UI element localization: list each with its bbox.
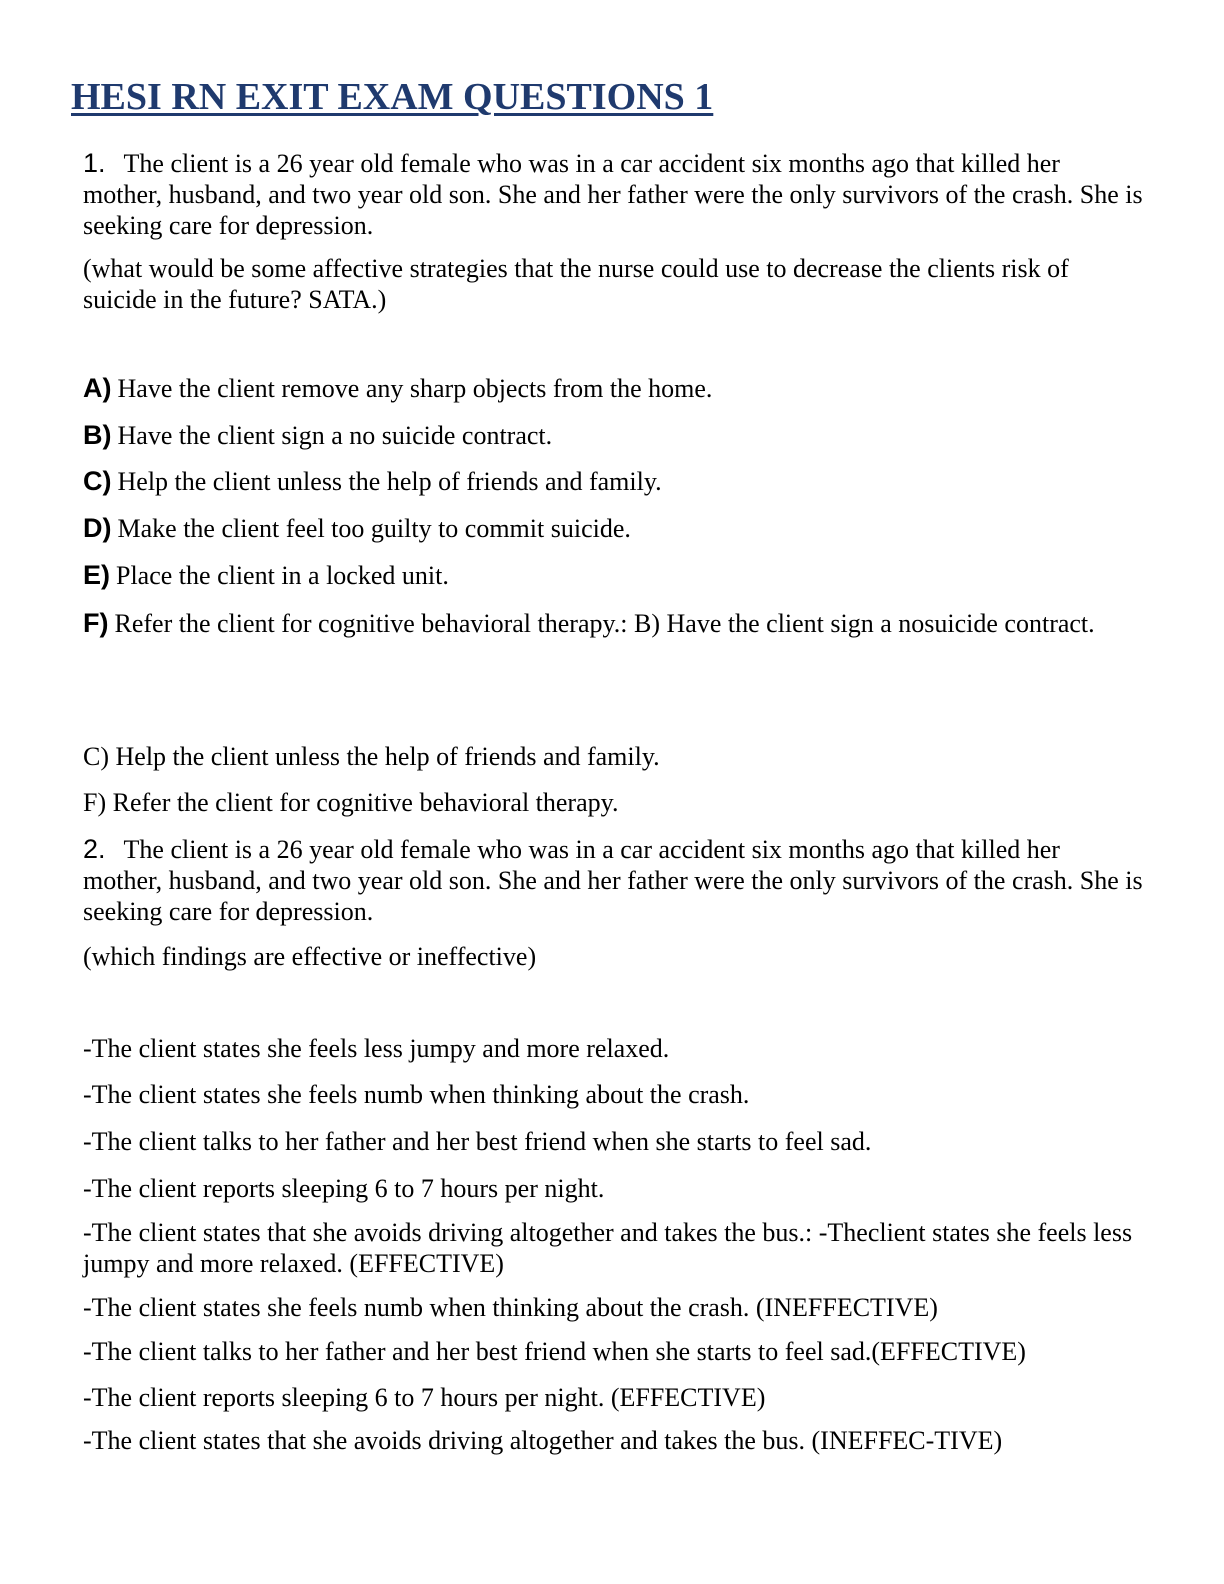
question-1-prompt: (what would be some affective strategies that the nurse could use to decrease the clients risk of suicide in the future? SATA.) <box>83 254 1069 314</box>
finding-line: -The client states she feels less jumpy and more relaxed. <box>83 1034 670 1063</box>
answer-line: F) Refer the client for cognitive behavioral therapy. <box>83 788 619 817</box>
option-a: A) Have the client remove any sharp objects from the home. <box>83 373 713 403</box>
answer-line: C) Help the client unless the help of friends and family. <box>83 742 660 771</box>
page-title: HESI RN EXIT EXAM QUESTIONS 1 <box>71 76 714 118</box>
option-b: B) Have the client sign a no suicide contract. <box>83 420 553 450</box>
question-2-stem: 2. The client is a 26 year old female who was in a car accident six months ago that killed her mother, husband, and two year old son. She and her father were the only survivors of the crash. She is seeking care for depression. <box>83 834 1143 926</box>
option-d: D) Make the client feel too guilty to commit suicide. <box>83 513 631 543</box>
finding-line: -The client talks to her father and her best friend when she starts to feel sad. <box>83 1127 872 1156</box>
finding-line: -The client talks to her father and her best friend when she starts to feel sad.(EFFECTIVE) <box>83 1337 1026 1366</box>
question-2-number: 2. <box>83 834 106 864</box>
option-e: E) Place the client in a locked unit. <box>83 560 449 590</box>
question-1-number: 1. <box>83 148 106 178</box>
option-f: F) Refer the client for cognitive behavioral therapy.: B) Have the client sign a nosuicide contract. <box>83 608 1095 638</box>
question-2-prompt: (which findings are effective or ineffective) <box>83 942 537 971</box>
option-c: C) Help the client unless the help of friends and family. <box>83 466 662 496</box>
finding-line: -The client states that she avoids driving altogether and takes the bus.: -Theclient states she feels less jumpy and more relaxed. (EFFECTIVE) <box>83 1218 1133 1278</box>
finding-line: -The client states that she avoids driving altogether and takes the bus. (INEFFEC-TIVE) <box>83 1426 1003 1455</box>
finding-line: -The client reports sleeping 6 to 7 hours per night. <box>83 1174 605 1203</box>
finding-line: -The client reports sleeping 6 to 7 hours per night. (EFFECTIVE) <box>83 1383 766 1412</box>
question-1-stem: 1. The client is a 26 year old female who was in a car accident six months ago that killed her mother, husband, and two year old son. She and her father were the only survivors of the crash. She is seeking care for depression. <box>83 148 1143 240</box>
finding-line: -The client states she feels numb when thinking about the crash. (INEFFECTIVE) <box>83 1293 938 1322</box>
finding-line: -The client states she feels numb when thinking about the crash. <box>83 1080 750 1109</box>
